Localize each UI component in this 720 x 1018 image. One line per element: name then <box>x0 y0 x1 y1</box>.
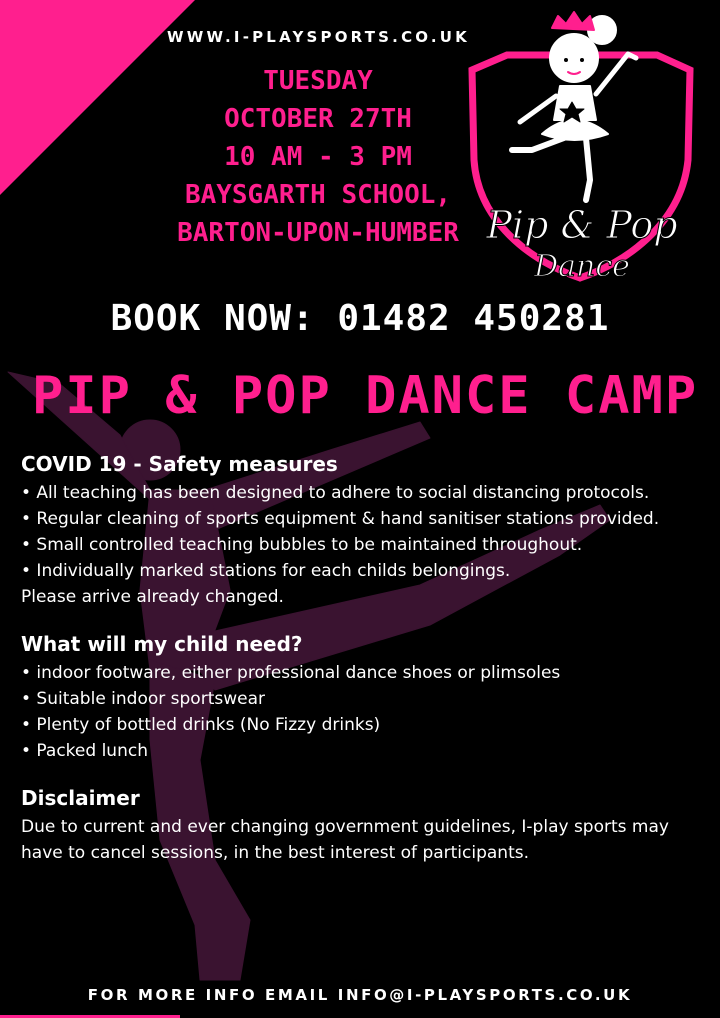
event-time: 10 AM - 3 PM <box>224 142 412 172</box>
needs-section <box>21 632 706 764</box>
event-date: OCTOBER 27TH <box>224 104 412 134</box>
list-item: • Packed lunch <box>21 741 148 761</box>
covid-note: Please arrive already changed. <box>21 587 284 607</box>
list-item: • Small controlled teaching bubbles to be maintained throughout. <box>21 535 583 555</box>
disclaimer-heading: Disclaimer <box>21 786 140 810</box>
needs-list <box>21 660 706 764</box>
covid-heading: COVID 19 - Safety measures <box>21 452 338 476</box>
book-now-phone: BOOK NOW: 01482 450281 <box>110 298 610 339</box>
list-item: • All teaching has been designed to adhere to social distancing protocols. <box>21 483 650 503</box>
disclaimer-text: Due to current and ever changing government guidelines, I-play sports may have to cancel sessions, in the best interest of participants. <box>21 817 669 863</box>
event-day: TUESDAY <box>263 66 373 96</box>
footer-email: FOR MORE INFO EMAIL INFO@I-PLAYSPORTS.CO.UK <box>87 986 633 1004</box>
logo-subtitle: Dance <box>534 249 630 284</box>
event-venue-town: BARTON-UPON-HUMBER <box>177 218 459 248</box>
covid-list <box>21 480 706 584</box>
covid-section <box>21 452 706 610</box>
website-url: WWW.I-PLAYSPORTS.CO.UK <box>167 28 470 46</box>
list-item: • Regular cleaning of sports equipment & hand sanitiser stations provided. <box>21 509 660 529</box>
ballerina-crest-icon <box>512 12 636 200</box>
list-item: • Plenty of bottled drinks (No Fizzy drinks) <box>21 715 381 735</box>
info-content <box>21 452 706 888</box>
list-item: • indoor footware, either professional dance shoes or plimsoles <box>21 663 561 683</box>
event-details <box>150 62 486 252</box>
pip-pop-dance-logo <box>462 10 702 295</box>
event-venue: BAYSGARTH SCHOOL, <box>184 180 452 210</box>
logo-title: Pip & Pop <box>486 203 678 247</box>
needs-heading: What will my child need? <box>21 632 303 656</box>
page-title: PIP & POP DANCE CAMP <box>32 366 699 426</box>
list-item: • Suitable indoor sportswear <box>21 689 265 709</box>
list-item: • Individually marked stations for each childs belongings. <box>21 561 511 581</box>
disclaimer-section <box>21 786 706 866</box>
